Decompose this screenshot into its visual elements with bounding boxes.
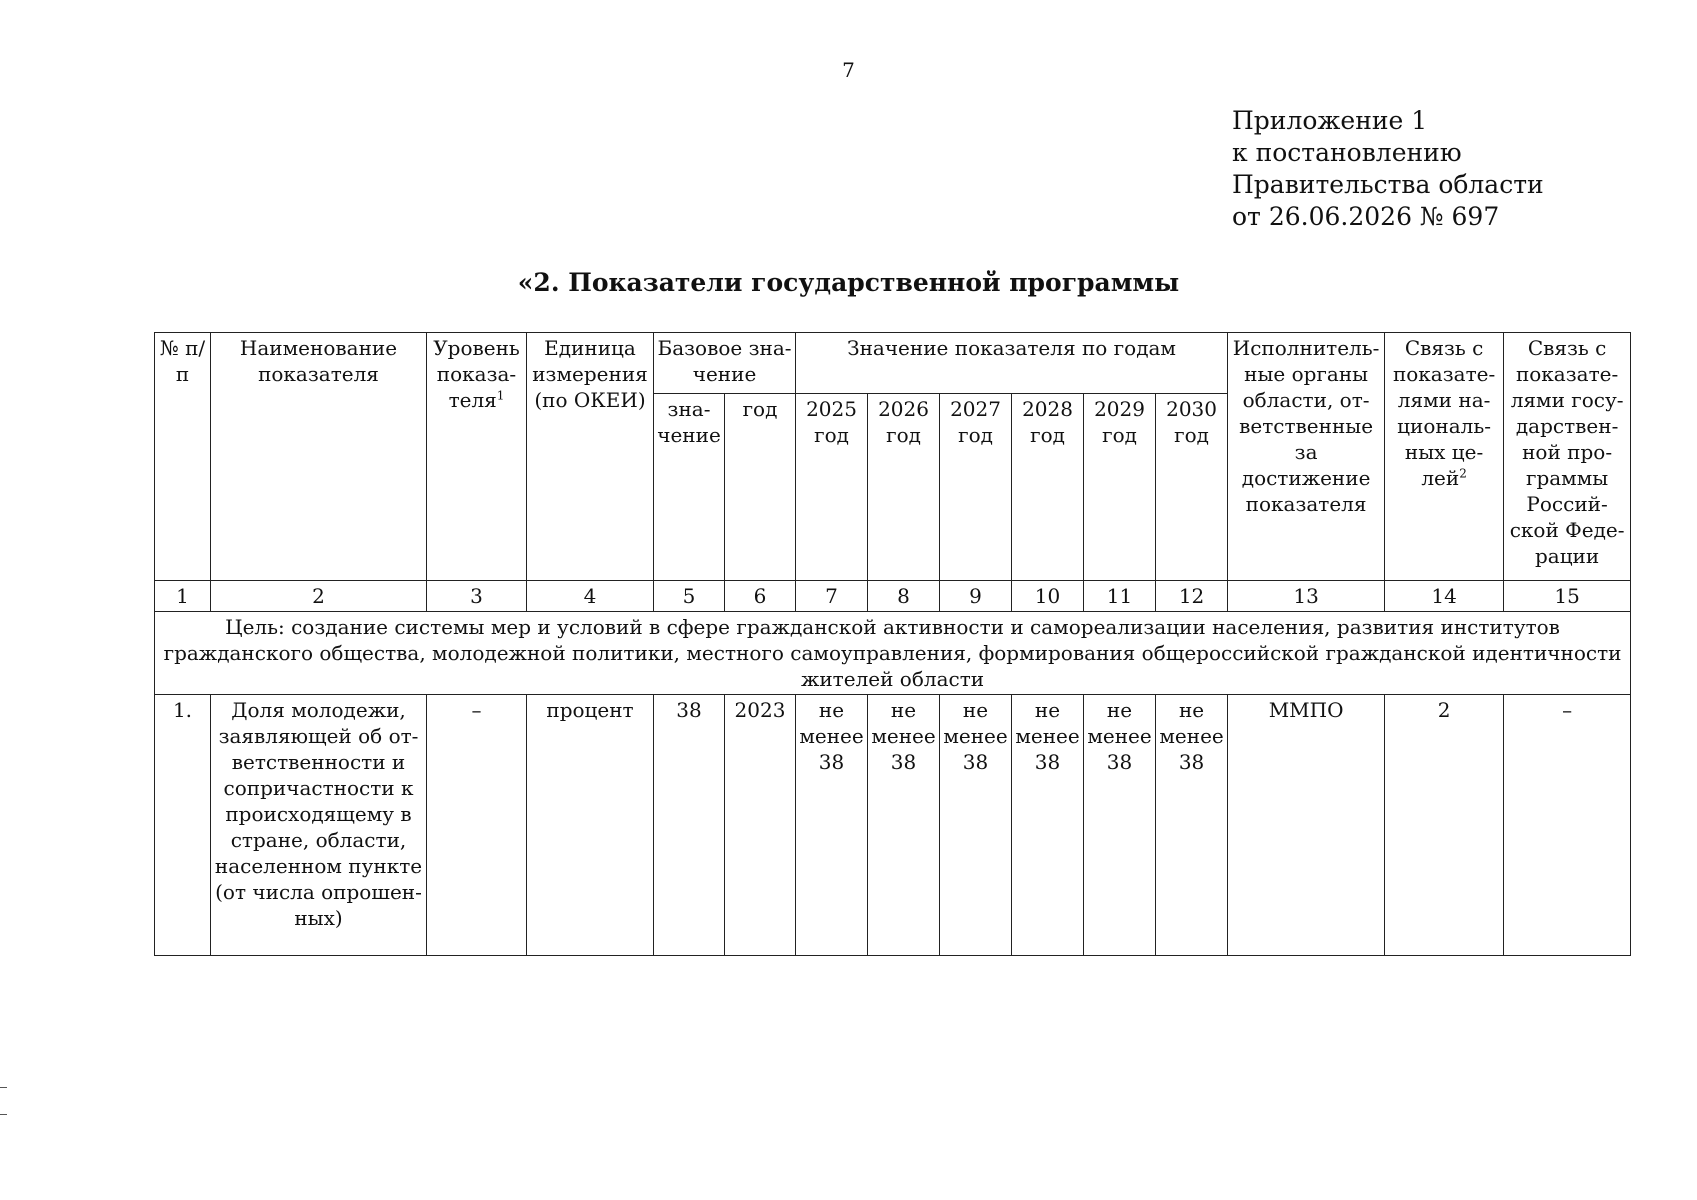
header-level-text: Уровень показа-теля [433, 336, 520, 412]
row-unit: процент [527, 695, 654, 956]
column-number: 7 [796, 581, 868, 612]
appendix-line: Правительства области [1232, 170, 1544, 199]
header-num: № п/п [155, 333, 211, 581]
row-base-year: 2023 [725, 695, 796, 956]
appendix-line: к постановлению [1232, 138, 1462, 167]
header-name: Наименование показателя [211, 333, 427, 581]
row-federal-program: – [1504, 695, 1631, 956]
column-number: 11 [1084, 581, 1156, 612]
indicators-table [154, 332, 1631, 956]
header-national-goals-text: Связь с показате-лями на-циональ-ных це-лей [1392, 336, 1496, 490]
row-year-value: не менее 38 [796, 695, 868, 956]
column-number: 2 [211, 581, 427, 612]
column-number: 6 [725, 581, 796, 612]
header-base-value: зна-чение [654, 394, 725, 581]
header-year: 2027 год [940, 394, 1012, 581]
header-year: 2029 год [1084, 394, 1156, 581]
column-number: 13 [1228, 581, 1385, 612]
section-title: «2. Показатели государственной программы [517, 268, 1180, 297]
appendix-line: Приложение 1 [1232, 106, 1428, 135]
margin-mark [0, 1114, 7, 1115]
header-national-goals [1385, 333, 1504, 581]
column-number: 1 [155, 581, 211, 612]
header-year: 2028 год [1012, 394, 1084, 581]
header-federal-program: Связь с показате-лями госу-дарствен-ной про-граммы Россий-ской Феде-рации [1504, 333, 1631, 581]
header-level [427, 333, 527, 581]
row-national-goal: 2 [1385, 695, 1504, 956]
header-year: 2025 год [796, 394, 868, 581]
row-year-value: не менее 38 [1084, 695, 1156, 956]
column-number: 14 [1385, 581, 1504, 612]
row-name: Доля молодежи, заявляющей об от-ветственности и сопричастности к происходящему в стране, области, населенном пункте (от числа опрошен-ных) [211, 695, 427, 956]
row-year-value: не менее 38 [940, 695, 1012, 956]
header-year: 2026 год [868, 394, 940, 581]
column-number-row [155, 581, 1631, 612]
header-executors: Исполнитель-ные органы области, от-ветственные за достижение показателя [1228, 333, 1385, 581]
row-executor: ММПО [1228, 695, 1385, 956]
header-year: 2030 год [1156, 394, 1228, 581]
column-number: 10 [1012, 581, 1084, 612]
column-number: 3 [427, 581, 527, 612]
footnote-mark: 2 [1459, 466, 1467, 481]
header-unit: Единица измерения (по ОКЕИ) [527, 333, 654, 581]
header-values-by-year: Значение показателя по годам [796, 333, 1228, 394]
row-base-value: 38 [654, 695, 725, 956]
footnote-mark: 1 [496, 388, 505, 403]
goal-row: Цель: создание системы мер и условий в сфере гражданской активности и самореализации населения, развития институтов гражданского общества, молодежной политики, местного самоуправления, формирования общероссийской гражданской идентичности жителей области [155, 612, 1631, 695]
column-number: 5 [654, 581, 725, 612]
row-year-value: не менее 38 [1156, 695, 1228, 956]
column-number: 9 [940, 581, 1012, 612]
column-number: 15 [1504, 581, 1631, 612]
header-base: Базовое зна-чение [654, 333, 796, 394]
column-number: 12 [1156, 581, 1228, 612]
row-level: – [427, 695, 527, 956]
row-year-value: не менее 38 [868, 695, 940, 956]
appendix-line: от 26.06.2026 № 697 [1232, 202, 1500, 231]
table-row [155, 695, 1631, 956]
column-number: 4 [527, 581, 654, 612]
row-year-value: не менее 38 [1012, 695, 1084, 956]
appendix-block [1232, 105, 1544, 233]
page-number: 7 [842, 58, 855, 82]
margin-mark [0, 1087, 7, 1088]
header-base-year: год [725, 394, 796, 581]
row-num: 1. [155, 695, 211, 956]
column-number: 8 [868, 581, 940, 612]
